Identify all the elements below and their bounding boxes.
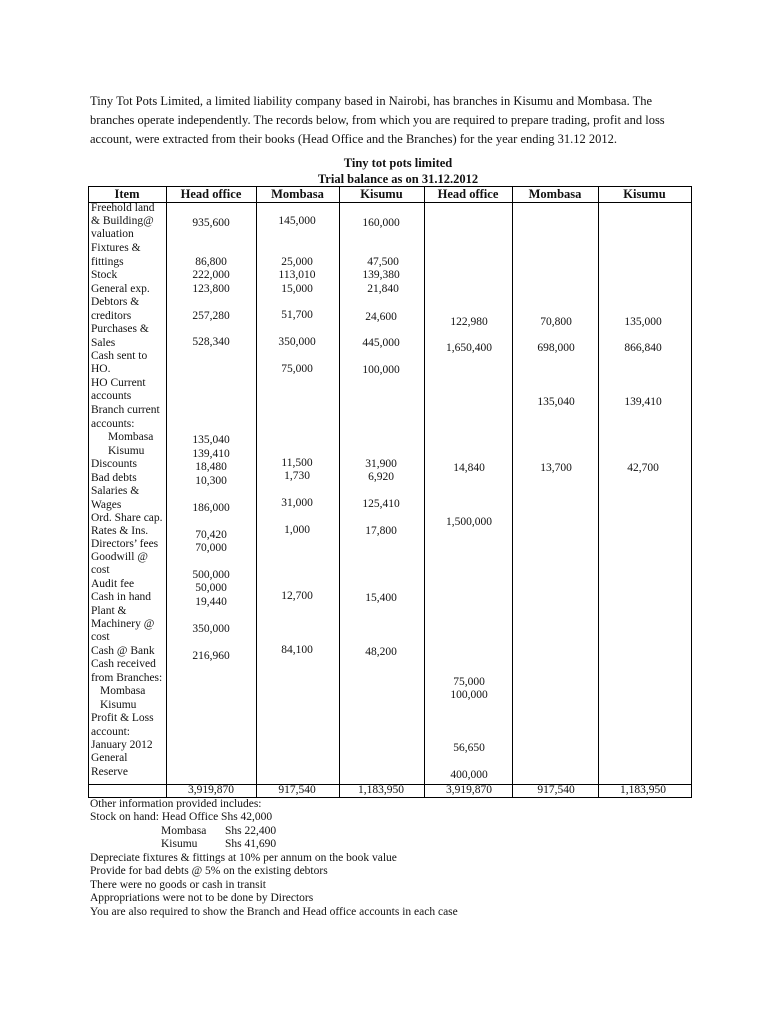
item-label: Stock [91,269,118,281]
note-line: There were no goods or cash in transit [90,879,266,891]
item-label: Cash in hand [91,591,152,603]
item-label: account: [91,726,130,738]
cell-value: 350,000 [278,336,316,348]
column-header: Mombasa [528,187,582,201]
cell-value: 15,400 [365,592,397,604]
item-label: Rates & Ins. [91,525,149,537]
cell-value: 125,410 [362,498,400,510]
item-label: valuation [91,228,134,240]
cell-value: 14,840 [453,462,485,474]
cell-value: 42,700 [627,462,659,474]
item-label: Cash received [91,658,156,670]
cell-value: 12,700 [281,590,313,602]
cell-value: 123,800 [192,283,230,295]
cell-value: 135,000 [624,316,662,328]
cell-value: 31,000 [281,497,313,509]
total-value: 3,919,870 [188,784,234,796]
cell-value: 51,700 [281,309,313,321]
column-header: Head office [180,187,242,201]
cell-value: 528,340 [192,336,230,348]
cell-value: 1,730 [284,470,310,482]
intro-paragraph: Tiny Tot Pots Limited, a limited liability company based in Nairobi, has branches in Kisumu and Mombasa. The branches operate independently. The records below, from which you are required to prepare trading, profit and loss account, were extracted from their books (Head Office and the Branches) for the year ending 31.12 2012. [90,94,665,146]
item-label: Ord. Share cap. [91,512,163,524]
column-header: Kisumu [360,187,403,201]
column-header: Head office [437,187,499,201]
cell-value: 160,000 [362,217,400,229]
note-line: Kisumu [161,838,198,850]
cell-value: 1,000 [284,524,310,536]
item-label: HO. [91,363,111,375]
item-label: accounts [91,390,132,402]
column-header: Kisumu [623,187,666,201]
table-subtitle: Trial balance as on 31.12.2012 [317,172,479,186]
cell-value: 122,980 [450,316,488,328]
cell-value: 222,000 [192,269,230,281]
cell-value: 13,700 [540,462,572,474]
cell-value: 48,200 [365,646,397,658]
cell-value: 86,800 [195,256,227,268]
item-label: Mombasa [108,431,154,443]
item-label: Fixtures & [91,242,141,254]
cell-value: 84,100 [281,644,313,656]
cell-value: 18,480 [195,461,227,473]
note-line: Appropriations were not to be done by Directors [90,892,314,904]
item-label: accounts: [91,418,135,430]
item-label: cost [91,564,110,576]
item-label: General [91,752,128,764]
item-label: cost [91,631,110,643]
cell-value: 139,410 [192,448,230,460]
cell-value: 135,040 [537,396,575,408]
cell-value: 70,000 [195,542,227,554]
item-label: Machinery @ [91,618,155,630]
cell-value: 56,650 [453,742,485,754]
column-header: Item [114,187,140,201]
item-label: Mombasa [100,685,146,697]
cell-value: 50,000 [195,582,227,594]
item-label: from Branches: [91,672,163,684]
item-label: creditors [91,310,132,322]
item-label: Debtors & [91,296,140,308]
cell-value: 47,500 [367,256,399,268]
cell-value: 70,800 [540,316,572,328]
cell-value: 1,650,400 [446,342,492,354]
cell-value: 145,000 [278,215,316,227]
note-line: Mombasa [161,825,207,837]
cell-value: 75,000 [453,676,485,688]
cell-value: 216,960 [192,650,230,662]
cell-value: 15,000 [281,283,313,295]
cell-value: 25,000 [281,256,313,268]
cell-value: 350,000 [192,623,230,635]
cell-value: 698,000 [537,342,575,354]
cell-value: 70,420 [195,529,227,541]
cell-value: 139,410 [624,396,662,408]
cell-value: 866,840 [624,342,662,354]
table-left-border [88,186,89,797]
cell-value: 186,000 [192,502,230,514]
cell-value: 21,840 [367,283,399,295]
item-label: Discounts [91,458,137,470]
item-label: Directors’ fees [91,538,159,550]
item-label: Goodwill @ [91,551,148,563]
note-line: Provide for bad debts @ 5% on the existing debtors [90,865,328,877]
item-label: fittings [91,256,124,268]
cell-value: 935,600 [192,217,230,229]
cell-value: 100,000 [362,364,400,376]
item-label: Reserve [91,766,129,778]
total-value: 1,183,950 [358,784,404,796]
note-line: Other information provided includes: [90,798,262,810]
cell-value: 11,500 [281,457,313,469]
column-divider [512,186,513,797]
column-divider [598,186,599,797]
cell-value: 1,500,000 [446,516,492,528]
cell-value: 6,920 [368,471,394,483]
item-label: Cash sent to [91,350,148,362]
cell-value: 24,600 [365,311,397,323]
note-line: You are also required to show the Branch and Head office accounts in each case [90,906,458,918]
total-value: 917,540 [278,784,316,796]
item-label: Plant & [91,605,127,617]
cell-value: 31,900 [365,458,397,470]
cell-value: 257,280 [192,310,230,322]
item-label: Audit fee [91,578,135,590]
item-label: Wages [91,499,122,511]
header-bottom-border [88,202,692,203]
note-line: Shs 22,400 [225,825,277,837]
cell-value: 19,440 [195,596,227,608]
cell-value: 17,800 [365,525,397,537]
item-label: General exp. [91,283,150,295]
item-label: Kisumu [108,445,145,457]
item-label: January 2012 [91,739,153,751]
item-label: Freehold land [91,202,155,214]
cell-value: 75,000 [281,363,313,375]
total-value: 3,919,870 [446,784,492,796]
total-value: 1,183,950 [620,784,666,796]
note-line: Shs 41,690 [225,838,277,850]
item-label: Profit & Loss [91,712,154,724]
cell-value: 139,380 [362,269,400,281]
item-label: HO Current [91,377,146,389]
cell-value: 10,300 [195,475,227,487]
column-header: Mombasa [271,187,324,201]
total-value: 917,540 [537,784,575,796]
item-label: Sales [91,337,116,349]
cell-value: 400,000 [450,769,488,781]
table-title: Tiny tot pots limited [343,156,453,170]
cell-value: 100,000 [450,689,488,701]
item-label: Salaries & [91,485,140,497]
item-label: Cash @ Bank [91,645,155,657]
item-label: Purchases & [91,323,149,335]
table-right-border [691,186,692,797]
cell-value: 445,000 [362,337,400,349]
item-label: Kisumu [100,699,137,711]
note-line: Depreciate fixtures & fittings at 10% per annum on the book value [90,852,397,864]
note-line: Stock on hand: Head Office Shs 42,000 [90,811,273,823]
cell-value: 135,040 [192,434,230,446]
item-label: & Building@ [91,215,154,227]
cell-value: 113,010 [278,269,316,281]
cell-value: 500,000 [192,569,230,581]
item-label: Bad debts [91,472,137,484]
item-label: Branch current [91,404,160,416]
